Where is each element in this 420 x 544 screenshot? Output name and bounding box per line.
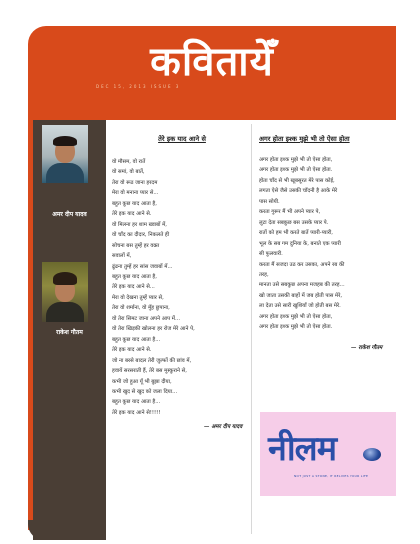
- author2-torso: [46, 302, 84, 322]
- poem1-lines: [112, 157, 252, 418]
- poem2-lines: [259, 155, 399, 333]
- column-divider: [251, 124, 252, 534]
- poem1-title: तेरे इक याद आने से: [158, 135, 206, 143]
- author2-photo: [42, 262, 88, 322]
- author1-photo: [42, 125, 88, 183]
- poem2-line: अगर होता इश्क मुझे भी तो ऐसा होता.: [259, 167, 333, 174]
- poem1-line: वो तेरा खिड़की खोलना हर रोज मेरे आने पे,: [112, 326, 195, 333]
- poem1-line: वो मौसम, वो रातें: [112, 159, 146, 165]
- poem1-line: वो मिलना हर शाम ख्वाबों में,: [112, 221, 167, 228]
- poem2-line: मानता उसे सबकुछ अपना मजहब की तरह...: [259, 282, 345, 289]
- poem2-line: खो जाता उसकी बाहों में जब होती पास मेरे,: [259, 292, 343, 299]
- poem1-line: ढूंढना तुम्हें हर सांस जवाबों में...: [112, 263, 173, 270]
- poem1-line: तेरा वो शर्माना, वो मुँह छुपाना,: [112, 305, 170, 312]
- poem1-line: मेरा वो मनाना प्यार से...: [112, 190, 159, 197]
- author1-torso: [46, 163, 84, 183]
- poem1-line: वो चाँद का दीदार, निकलते ही: [112, 232, 170, 239]
- poem2-line: पास सोयी.: [259, 198, 280, 205]
- issue-line: DEC 15, 2013 ISSUE 3: [96, 84, 181, 89]
- poem1-signature: — अमर दीप यादव: [204, 424, 243, 431]
- poem1-line: हवायें सरसराती हैं, तेरे बस मुस्कुराने से,: [112, 368, 187, 375]
- poem1-line: बहुत कुछ याद आता है...: [112, 336, 161, 343]
- poem2-line: करता गुरूर मैं भी अपने प्यार पे,: [259, 209, 321, 216]
- gem-icon: [363, 448, 381, 461]
- author2-name: राकेश गौतम: [56, 329, 83, 336]
- poem1-line: सवालों में,: [112, 253, 132, 260]
- author1-name: अमर दीप यादव: [52, 211, 87, 218]
- poem2-line: सी फुलवारी.: [259, 251, 283, 258]
- poem2-line: अगर होता इश्क मुझे भी तो ऐसा होता,: [259, 313, 333, 320]
- poem2-line: रातों को हम भी करते बातें प्यारी-प्यारी,: [259, 230, 333, 237]
- poem2-signature: — राकेश गौतम: [351, 344, 383, 351]
- poem1-line: तेरे इक याद आने से.: [112, 347, 152, 354]
- poem1-line: कभी खुद से खुद को जला दिया...: [112, 388, 178, 395]
- logo-tagline: NOT JUST A STONE, IT RELIVES YOUR LIFE: [294, 474, 369, 478]
- poem1-line: तेरा वो रूठ जाना हरदम: [112, 179, 158, 186]
- poem1-line: वो तेरा सिमट जाना अपने आप में...: [112, 315, 181, 322]
- poem2-title: अगर होता इश्क मुझे भी तो ऐसा होता: [259, 135, 350, 143]
- poem2-line: तरह,: [259, 271, 269, 278]
- poem1-line: सोचना बस तुम्हें हर वक़्त: [112, 242, 160, 249]
- poem2-line: ला देता उसे सारी खुशियाँ जो होती बस मेरे.: [259, 303, 341, 310]
- sidebar-bottom: [28, 520, 106, 540]
- poem2-line: अगर होता इश्क मुझे भी तो ऐसा होता.: [259, 324, 333, 331]
- poem1-line: तेरे इक याद आने से...: [112, 284, 155, 291]
- page-title: कवितायेँ: [150, 38, 274, 85]
- poem2-line: भूल के सब गम दुनिया के, बनाते एक प्यारी: [259, 240, 341, 247]
- poem1-line: कभी जो हुआ यूँ भी बुझा दीया,: [112, 378, 172, 385]
- poem1-line: मेरा वो देखना तुम्हें प्यार से,: [112, 294, 164, 301]
- poem2-line: होता चाँद से भी खूबसूरत मेरे पास कोई,: [259, 177, 335, 184]
- poem1-line: तेरे इक याद आने से.: [112, 211, 152, 218]
- poem1-column: [112, 134, 252, 430]
- poem1-line: वो समां, वो बातें,: [112, 169, 145, 176]
- logo-wordmark: नीलम: [268, 429, 337, 469]
- poem2-line: करता मैं सजदा उठ कर उसका, अपने रब की: [259, 261, 345, 268]
- poem2-line: अगर होता इश्क मुझे भी तो ऐसा होता,: [259, 157, 333, 163]
- poem2-column: [259, 134, 399, 351]
- header-banner: [28, 26, 396, 120]
- poem1-line: बहुत कुछ याद आता है,: [112, 273, 157, 280]
- author2-hair: [53, 272, 77, 285]
- poem2-line: लुटा देता सबकुछ बस उसके प्यार पे.: [259, 219, 329, 226]
- poem1-line: बहुत कुछ याद आता है,: [112, 200, 157, 207]
- poem1-line: बहुत कुछ याद आता है...: [112, 399, 161, 406]
- neelam-logo: [260, 412, 396, 496]
- poem1-line: तेरे इक याद आने से!!!!!: [112, 409, 161, 416]
- poem2-line: लगता ऐसे जैसे उसकी चाँदनी है आके मेरे: [259, 188, 338, 195]
- author1-hair: [53, 136, 77, 146]
- poem1-line: जो ना बरसे बादल तेरी जुल्फों की छांव में,: [112, 357, 192, 364]
